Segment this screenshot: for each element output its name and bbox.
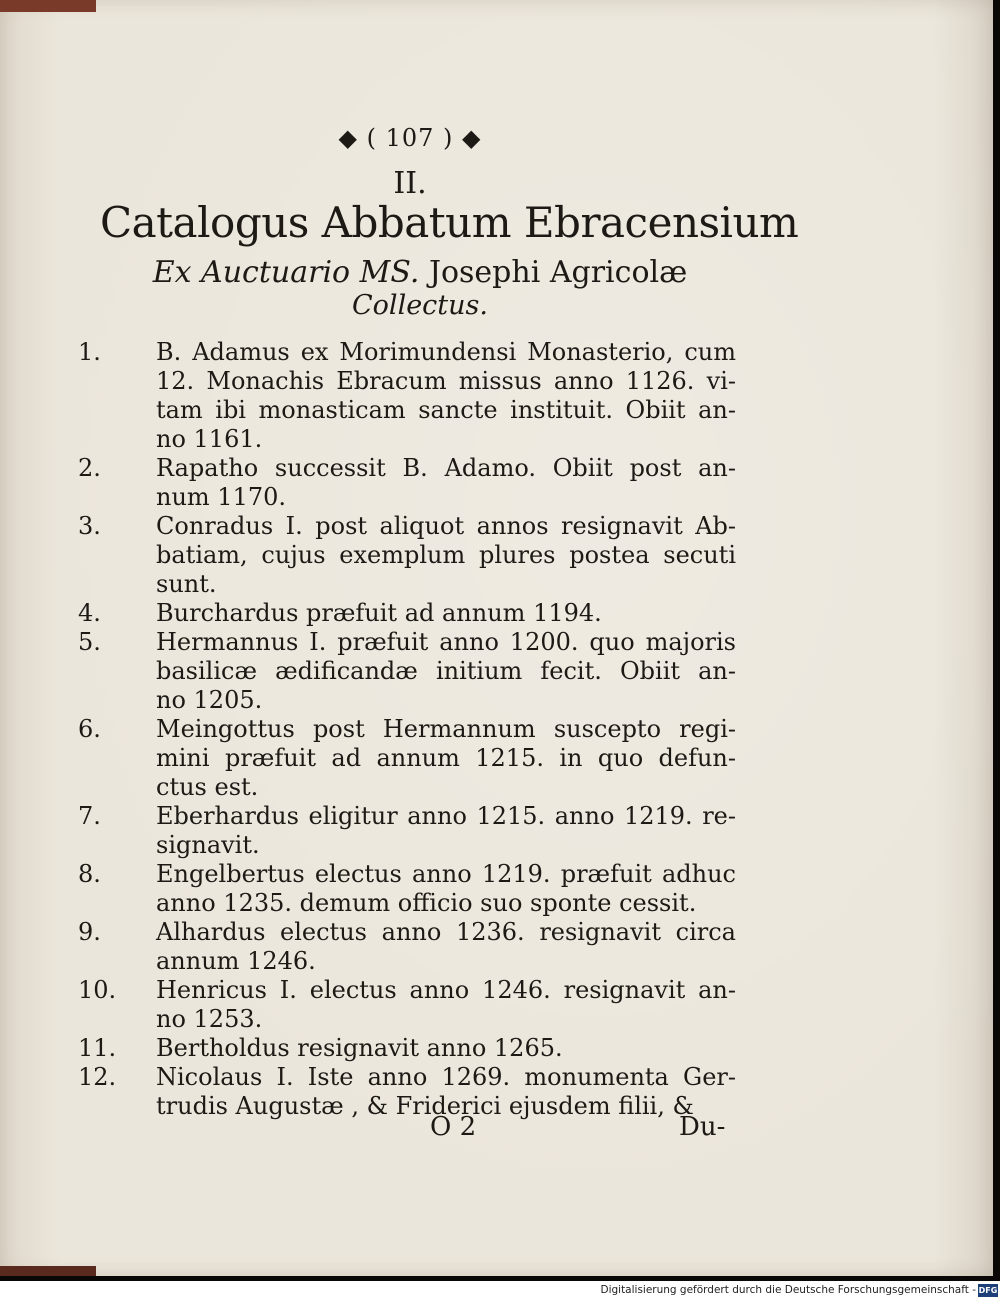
signature-mark: O 2	[430, 1112, 477, 1142]
entry-number: 2.	[78, 454, 101, 482]
entry-number: 5.	[78, 628, 101, 656]
entry-number: 6.	[78, 715, 101, 743]
entry-text-line: tam ibi monasticam sancte instituit. Obiit an-	[156, 396, 736, 424]
entry-number: 7.	[78, 802, 101, 830]
entry-text-line: sunt.	[156, 570, 217, 598]
list-item	[0, 338, 993, 454]
list-item	[0, 512, 993, 599]
dfg-logo-icon: DFG	[978, 1286, 998, 1295]
entry-text-line: annum 1246.	[156, 947, 316, 975]
entry-text-line: no 1205.	[156, 686, 263, 714]
entry-number: 4.	[78, 599, 101, 627]
list-item	[0, 860, 993, 918]
subtitle-collectus: Collectus.	[352, 290, 488, 321]
abbot-list	[0, 338, 993, 1121]
entry-text-line: basilicæ ædificandæ initium fecit. Obiit an-	[156, 657, 736, 685]
entry-text-line: Engelbertus electus anno 1219. præfuit adhuc	[156, 860, 736, 888]
entry-text-line: Conradus I. post aliquot annos resignavit Ab-	[156, 512, 736, 540]
entry-text-line: Meingottus post Hermannum suscepto regi-	[156, 715, 736, 743]
section-numeral: II.	[393, 166, 427, 201]
list-item	[0, 715, 993, 802]
entry-text-line: 12. Monachis Ebracum missus anno 1126. vi-	[156, 367, 736, 395]
entry-number: 9.	[78, 918, 101, 946]
page-edge-top	[0, 0, 96, 12]
entry-text-line: Hermannus I. præfuit anno 1200. quo majoris	[156, 628, 736, 656]
entry-number: 3.	[78, 512, 101, 540]
entry-text-line: Rapatho successit B. Adamo. Obiit post an-	[156, 454, 736, 482]
list-item	[0, 1063, 993, 1121]
entry-number: 11.	[78, 1034, 117, 1062]
list-item	[0, 802, 993, 860]
subtitle-roman: Josephi Agricolæ	[428, 255, 688, 290]
entry-text-line: ctus est.	[156, 773, 259, 801]
entry-text-line: Bertholdus resignavit anno 1265.	[156, 1034, 563, 1062]
entry-text-line: B. Adamus ex Morimundensi Monasterio, cum	[156, 338, 736, 366]
entry-text-line: mini præfuit ad annum 1215. in quo defun-	[156, 744, 736, 772]
list-item	[0, 976, 993, 1034]
subtitle-italic: Ex Auctuario MS.	[152, 255, 420, 290]
entry-text-line: anno 1235. demum officio suo sponte cessit.	[156, 889, 697, 917]
entry-text-line: no 1253.	[156, 1005, 263, 1033]
list-item	[0, 628, 993, 715]
entry-text-line: trudis Augustæ , & Friderici ejusdem filii, &	[156, 1092, 694, 1120]
entry-number: 10.	[78, 976, 117, 1004]
list-item	[0, 1034, 993, 1063]
list-item	[0, 599, 993, 628]
entry-text-line: batiam, cujus exemplum plures postea secuti	[156, 541, 736, 569]
digitization-credit: Digitalisierung gefördert durch die Deutsche Forschungsgemeinschaft -	[600, 1284, 976, 1296]
page-edge-bottom	[0, 1266, 96, 1276]
list-item	[0, 454, 993, 512]
entry-text-line: signavit.	[156, 831, 260, 859]
page-title: Catalogus Abbatum Ebracensium	[100, 198, 799, 247]
running-head: ◆ ( 107 ) ◆	[338, 124, 482, 152]
list-item	[0, 918, 993, 976]
entry-text-line: Henricus I. electus anno 1246. resignavit an-	[156, 976, 736, 1004]
entry-number: 1.	[78, 338, 101, 366]
entry-text-line: num 1170.	[156, 483, 287, 511]
subtitle	[140, 255, 700, 290]
entry-text-line: Alhardus electus anno 1236. resignavit circa	[156, 918, 736, 946]
entry-number: 8.	[78, 860, 101, 888]
catchword: Du-	[679, 1112, 726, 1142]
entry-text-line: no 1161.	[156, 425, 263, 453]
entry-text-line: Burchardus præfuit ad annum 1194.	[156, 599, 602, 627]
entry-text-line: Nicolaus I. Iste anno 1269. monumenta Ger-	[156, 1063, 736, 1091]
entry-number: 12.	[78, 1063, 117, 1091]
entry-text-line: Eberhardus eligitur anno 1215. anno 1219. re-	[156, 802, 736, 830]
